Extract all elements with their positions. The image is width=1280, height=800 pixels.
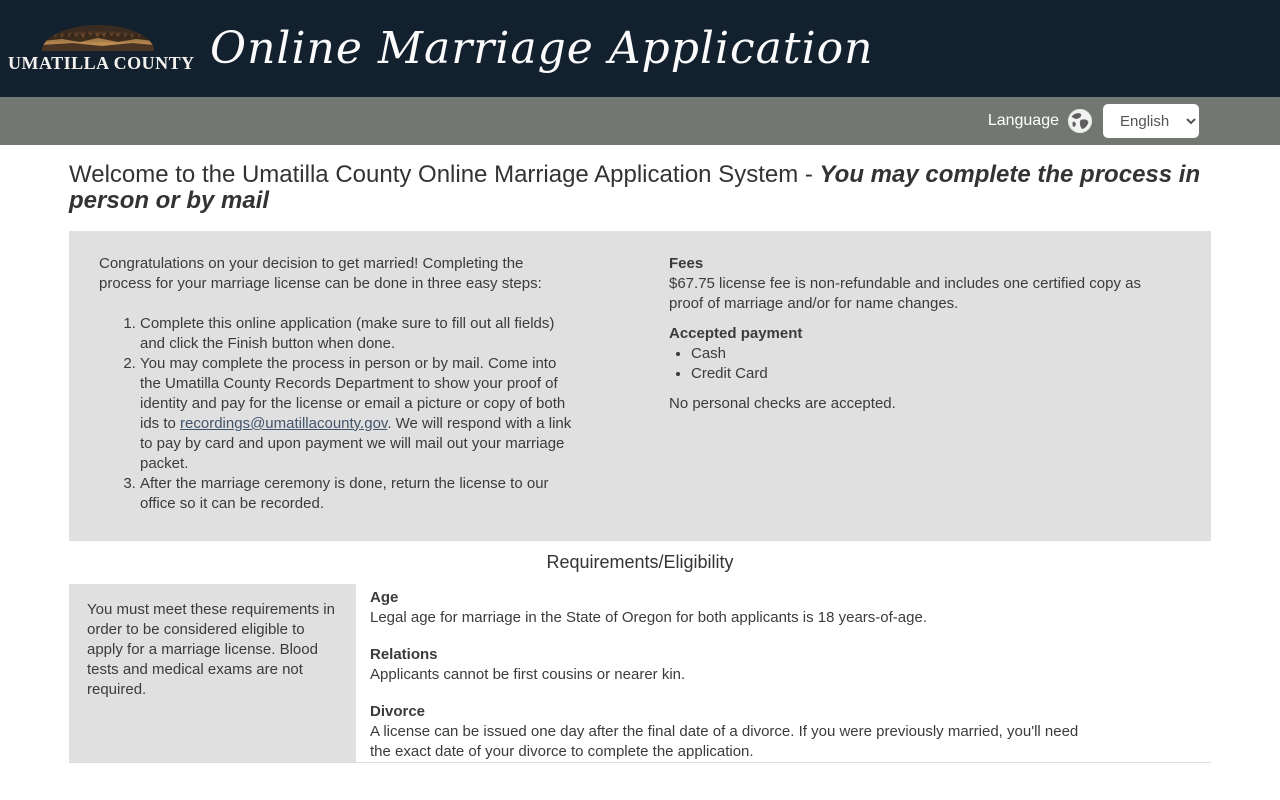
requirement-age-title: Age [370, 589, 399, 606]
language-select[interactable] [1103, 104, 1199, 138]
requirement-divorce-title: Divorce [370, 703, 426, 720]
county-logo-text: UMATILLA COUNTY [8, 52, 195, 73]
requirement-age-text: Legal age for marriage in the State of Oregon for both applicants is 18 years-of-age. [370, 609, 927, 626]
bottom-divider [69, 762, 1211, 763]
county-logo-image [42, 24, 154, 51]
site-header [0, 0, 1280, 97]
accepted-payment-heading: Accepted payment [669, 325, 803, 342]
step-item-3: 3. After the marriage ceremony is done, return the license to our office so it can be recorded. [140, 474, 577, 514]
steps-list [99, 314, 577, 514]
requirement-divorce [370, 702, 1100, 762]
language-label: Language [987, 112, 1059, 129]
fees-column [669, 254, 1169, 514]
requirements-section [69, 584, 1211, 762]
requirement-relations-text: Applicants cannot be first cousins or nearer kin. [370, 666, 686, 683]
step-item-1: 1. Complete this online application (make sure to fill out all fields) and click the Finish button when done. [140, 314, 577, 354]
step-2-post: . We will respond with a link to pay by card and upon payment we will mail out your marriage packet. [140, 415, 572, 472]
intro-box [69, 231, 1211, 540]
globe-icon [1067, 108, 1093, 134]
requirement-age [370, 588, 1100, 628]
section-divider [69, 540, 1211, 541]
language-bar [0, 97, 1280, 145]
requirement-divorce-text: A license can be issued one day after the final date of a divorce. If you were previously married, you'll need the exact date of your divorce to complete the application. [370, 723, 1079, 760]
step-item-2 [140, 354, 577, 474]
requirement-relations [370, 645, 1100, 685]
requirements-sidebar: You must meet these requirements in order to be considered eligible to apply for a marriage license. Blood tests and medical exams are not required. [69, 584, 356, 762]
payment-method-cash: • Cash [691, 344, 1169, 364]
welcome-heading-emphasis: You may complete the process in person or by mail [69, 161, 1201, 214]
step-2-pre: You may complete the process in person or by mail. Come into the Umatilla County Records Department to show your proof of identity and pay for the license or email a picture or copy of both ids to [140, 355, 566, 432]
fees-heading: Fees [669, 255, 704, 272]
county-logo [8, 24, 195, 74]
no-checks-text: No personal checks are accepted. [669, 395, 896, 412]
requirements-list [370, 584, 1100, 762]
page-title: Online Marriage Application [210, 23, 874, 74]
main-content [69, 162, 1211, 763]
welcome-heading-normal: Welcome to the Umatilla County Online Marriage Application System - [69, 161, 820, 188]
congrats-text: Congratulations on your decision to get married! Completing the process for your marriage license can be done in three easy steps: [99, 255, 542, 292]
email-link[interactable]: recordings@umatillacounty.gov [180, 415, 388, 432]
fees-text: $67.75 license fee is non-refundable and includes one certified copy as proof of marriage and/or for name changes. [669, 275, 1141, 312]
payment-methods-list [669, 344, 1169, 384]
requirement-relations-title: Relations [370, 646, 438, 663]
payment-method-credit-card: • Credit Card [691, 364, 1169, 384]
welcome-heading [69, 162, 1211, 214]
intro-steps-column [99, 254, 577, 514]
requirements-heading: Requirements/Eligibility [546, 552, 734, 572]
